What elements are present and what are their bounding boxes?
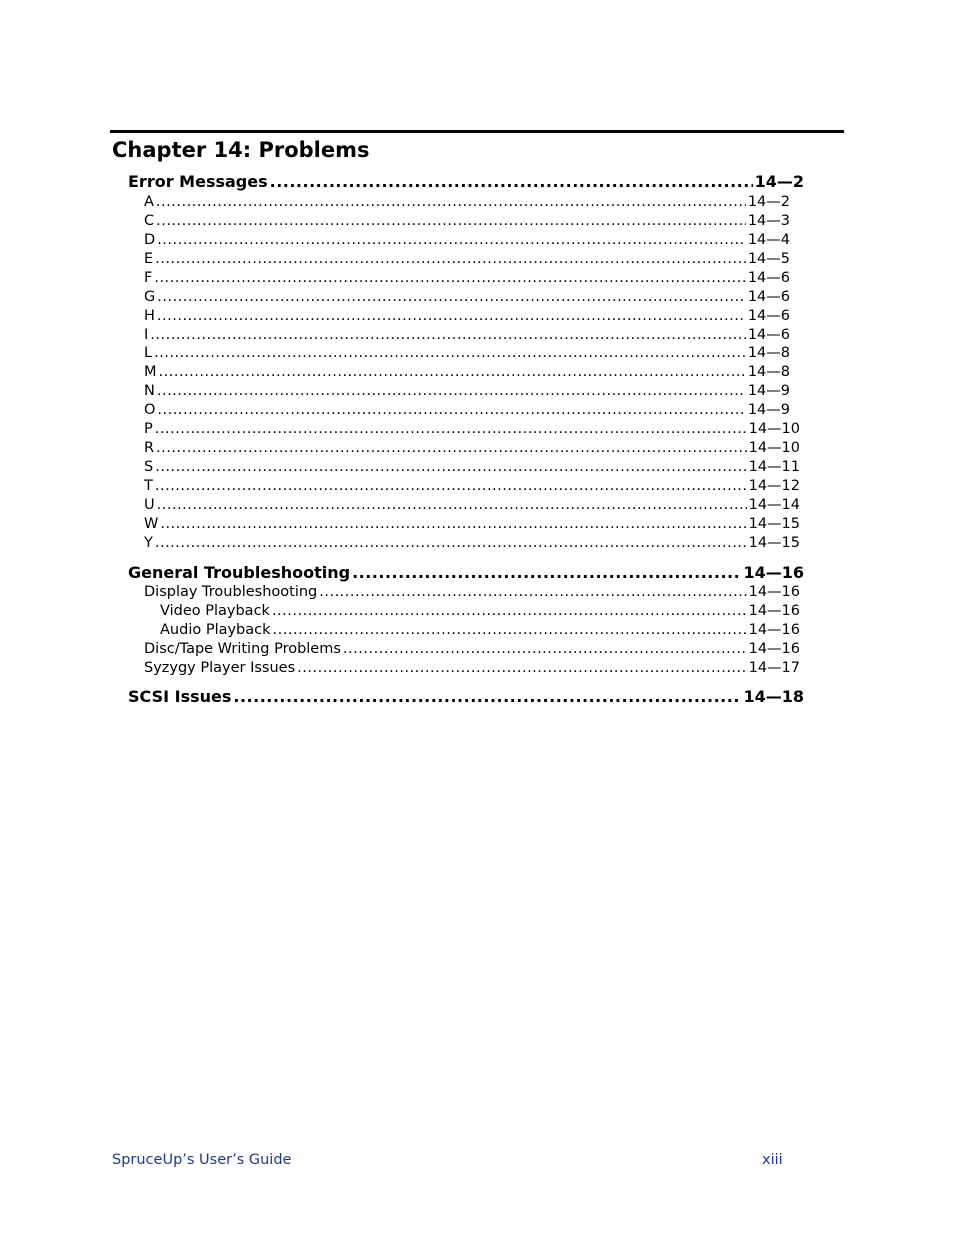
toc-page: 14—16 [748, 603, 800, 619]
toc-entry-o[interactable] [144, 401, 790, 420]
toc-label: Syzygy Player Issues [144, 660, 296, 676]
toc-entry-syzygy-player[interactable] [144, 659, 800, 678]
toc-entry-s[interactable] [144, 458, 800, 477]
toc-leader [155, 477, 747, 496]
toc-page: 14—5 [747, 251, 790, 267]
toc-leader [352, 562, 741, 584]
toc-leader [157, 288, 746, 307]
toc-page: 14—6 [747, 270, 790, 286]
toc-label: A [144, 194, 154, 210]
toc-leader [297, 659, 746, 678]
toc-label: T [144, 478, 153, 494]
toc-page: 14—6 [747, 289, 790, 305]
toc-label: E [144, 251, 154, 267]
toc-page: 14—3 [747, 213, 790, 229]
toc-entry-disc-tape-writing[interactable] [144, 640, 800, 659]
toc-leader [155, 458, 746, 477]
toc-label: O [144, 402, 156, 418]
toc-leader [155, 534, 747, 553]
toc-entry-m[interactable] [144, 363, 790, 382]
toc-leader [157, 307, 746, 326]
toc-label: W [144, 516, 159, 532]
toc-entry-video-playback[interactable] [160, 602, 800, 621]
toc-leader [343, 640, 747, 659]
toc-entry-u[interactable] [144, 496, 800, 515]
toc-label: Error Messages [128, 172, 268, 191]
toc-label: D [144, 232, 156, 248]
toc-label: SCSI Issues [128, 687, 232, 706]
toc-label: F [144, 270, 153, 286]
toc-entry-audio-playback[interactable] [160, 621, 800, 640]
toc-label: U [144, 497, 155, 513]
toc-leader [160, 515, 746, 534]
toc-label: I [144, 327, 149, 343]
toc-label: P [144, 421, 153, 437]
footer-page-number: xiii [762, 1152, 783, 1168]
toc-leader [270, 171, 753, 193]
toc-page: 14—16 [748, 622, 800, 638]
toc-leader [157, 401, 745, 420]
toc-leader [154, 269, 745, 288]
toc-entry-a[interactable] [144, 193, 790, 212]
toc-page: 14—2 [754, 172, 804, 191]
toc-entry-g[interactable] [144, 288, 790, 307]
toc-label: Y [144, 535, 153, 551]
toc-entry-t[interactable] [144, 477, 800, 496]
toc-label: Display Troubleshooting [144, 584, 318, 600]
toc-label: S [144, 459, 154, 475]
toc-label: R [144, 440, 155, 456]
toc-leader [233, 686, 741, 708]
toc-leader [272, 602, 747, 621]
toc-page: 14—14 [748, 497, 800, 513]
toc-page: 14—15 [748, 535, 800, 551]
toc-label: Video Playback [160, 603, 270, 619]
toc-page: 14—8 [747, 364, 790, 380]
toc-page: 14—10 [748, 421, 800, 437]
toc-page: 14—16 [743, 563, 804, 582]
toc-label: H [144, 308, 155, 324]
toc-leader [273, 621, 747, 640]
toc-entry-d[interactable] [144, 231, 790, 250]
toc-entry-display-troubleshooting[interactable] [144, 583, 800, 602]
toc-entry-p[interactable] [144, 420, 800, 439]
toc-page: 14—18 [743, 687, 804, 706]
toc-page: 14—16 [748, 584, 800, 600]
toc-page: 14—9 [747, 383, 790, 399]
toc-page: 14—11 [748, 459, 800, 475]
toc-page: 14—17 [748, 660, 800, 676]
toc-leader [157, 231, 746, 250]
toc-page: 14—6 [747, 308, 790, 324]
toc-leader [319, 583, 746, 602]
toc-entry-h[interactable] [144, 307, 790, 326]
toc-entry-w[interactable] [144, 515, 800, 534]
toc-label: G [144, 289, 156, 305]
toc-entry-i[interactable] [144, 326, 790, 345]
toc-leader [155, 420, 747, 439]
toc-page: 14—15 [748, 516, 800, 532]
toc-leader [156, 439, 747, 458]
toc-leader [156, 193, 746, 212]
toc-entry-e[interactable] [144, 250, 790, 269]
toc-section-scsi-issues[interactable] [128, 686, 804, 708]
toc-label: General Troubleshooting [128, 563, 351, 582]
toc-page: 14—2 [747, 194, 790, 210]
toc-page: 14—10 [748, 440, 800, 456]
footer-guide-title: SpruceUp’s User’s Guide [112, 1152, 292, 1168]
toc-page: 14—12 [748, 478, 800, 494]
toc-leader [159, 363, 746, 382]
toc-entry-n[interactable] [144, 382, 790, 401]
toc-leader [156, 212, 746, 231]
toc-page: 14—4 [747, 232, 790, 248]
toc-section-error-messages[interactable] [128, 171, 804, 193]
toc-page: 14—16 [748, 641, 800, 657]
toc-page: 14—9 [747, 402, 790, 418]
toc-section-general-troubleshooting[interactable] [128, 562, 804, 584]
toc-entry-f[interactable] [144, 269, 790, 288]
toc-leader [157, 496, 747, 515]
toc-label: C [144, 213, 155, 229]
toc-leader [154, 344, 746, 363]
chapter-rule [110, 130, 844, 133]
toc-entry-y[interactable] [144, 534, 800, 553]
toc-page: 14—6 [747, 327, 790, 343]
toc-label: N [144, 383, 155, 399]
toc-page: 14—8 [747, 345, 790, 361]
chapter-title: Chapter 14: Problems [112, 138, 370, 162]
toc-label: L [144, 345, 153, 361]
toc-entry-r[interactable] [144, 439, 800, 458]
toc-leader [155, 250, 746, 269]
toc-label: Audio Playback [160, 622, 271, 638]
toc-entry-l[interactable] [144, 344, 790, 363]
toc-entry-c[interactable] [144, 212, 790, 231]
toc-label: Disc/Tape Writing Problems [144, 641, 341, 657]
toc-leader [150, 326, 746, 345]
toc-leader [157, 382, 746, 401]
toc-label: M [144, 364, 157, 380]
